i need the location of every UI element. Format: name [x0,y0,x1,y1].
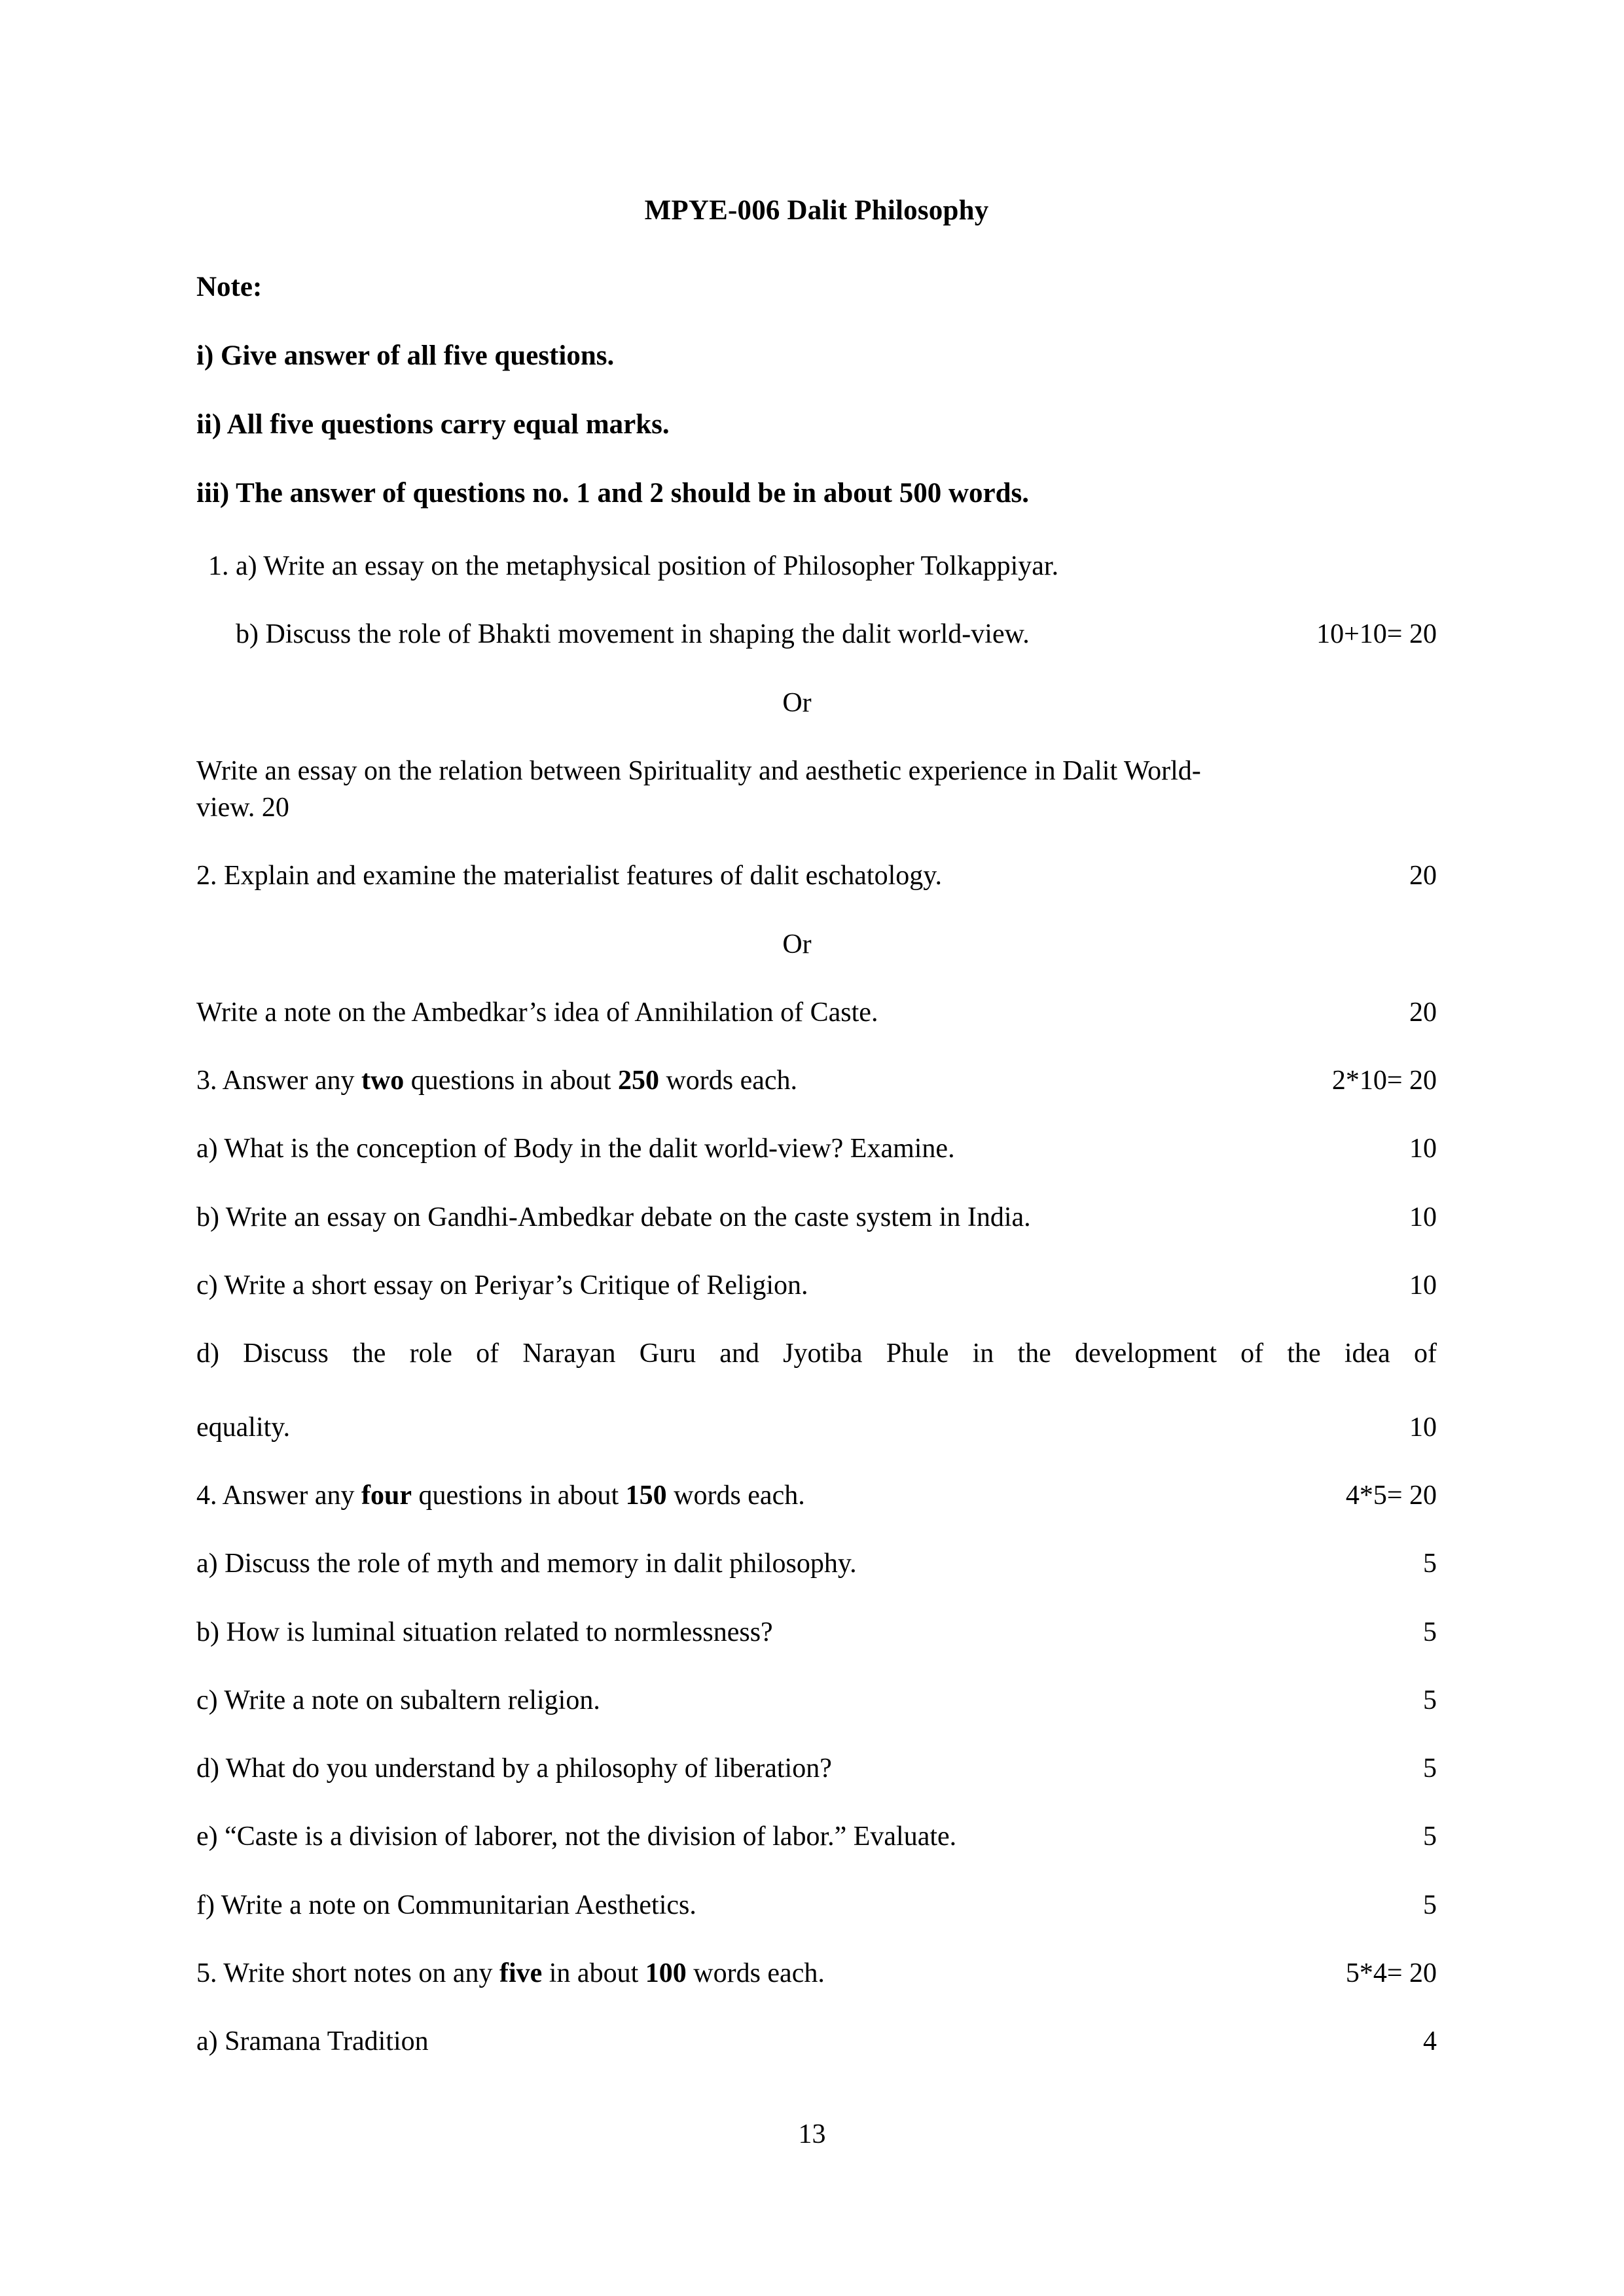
or-divider-1: Or [782,687,812,718]
question-3-marks: 2*10= 20 [1331,1066,1437,1096]
question-5-lead [196,1955,1437,1992]
question-1a-text: 1. a) Write an essay on the metaphysical position of Philosopher Tolkappiyar. [208,551,1059,581]
question-3-item-d-line-2 [196,1409,1437,1446]
question-3-lead [196,1062,1437,1099]
question-3-item-c [196,1267,1437,1304]
question-2-alternative-text: Write a note on the Ambedkar’s idea of Annihilation of Caste. [196,997,878,1028]
question-1b-marks: 10+10= 20 [1316,619,1437,650]
question-4-item-a [196,1545,1437,1582]
question-4-count: four [361,1480,412,1511]
question-2-alternative-marks: 20 [1409,997,1437,1028]
question-1-alternative-line-1: Write an essay on the relation between Spirituality and aesthetic experience in Dalit World- [196,755,1201,786]
question-4-item-a-text: a) Discuss the role of myth and memory in dalit philosophy. [196,1549,857,1579]
note-item-i: i) Give answer of all five questions. [196,340,615,371]
question-3-item-c-text: c) Write a short essay on Periyar’s Critique of Religion. [196,1270,808,1300]
question-5-lead-part-2: in about [542,1958,645,1988]
question-4-item-b-marks: 5 [1423,1617,1437,1647]
question-2-text: 2. Explain and examine the materialist features of dalit eschatology. [196,861,943,891]
question-4-item-f [196,1887,1437,1924]
question-3-lead-part-2: questions in about [404,1066,618,1096]
question-3-item-a [196,1130,1437,1167]
question-4-item-f-marks: 5 [1423,1890,1437,1920]
question-4-item-b [196,1614,1437,1651]
question-3-lead-part-3: words each. [659,1066,798,1096]
question-5-item-a [196,2023,1437,2060]
question-4-item-a-marks: 5 [1423,1549,1437,1579]
question-4-item-d [196,1750,1437,1787]
question-1-alternative [196,753,1437,827]
question-3-word-limit: 250 [617,1066,659,1096]
note-heading: Note: [196,272,262,302]
question-3-lead-part-1: 3. Answer any [196,1066,361,1096]
question-3-item-b-text: b) Write an essay on Gandhi-Ambedkar debate on the caste system in India. [196,1202,1031,1232]
question-2-marks: 20 [1409,861,1437,891]
question-3-item-c-marks: 10 [1409,1270,1437,1300]
question-3-item-a-marks: 10 [1409,1134,1437,1164]
question-4-item-c-text: c) Write a note on subaltern religion. [196,1685,600,1715]
question-1b [196,616,1437,653]
page-title: MPYE-006 Dalit Philosophy [644,195,989,226]
page-number: 13 [798,2119,826,2149]
question-4-item-d-marks: 5 [1423,1753,1437,1784]
question-1-alternative-line-2: view. 20 [196,793,289,823]
question-5-marks: 5*4= 20 [1345,1958,1437,1988]
note-item-ii: ii) All five questions carry equal marks. [196,409,670,440]
question-5-word-limit: 100 [645,1958,687,1988]
question-2-alternative [196,994,1437,1031]
question-5-item-a-marks: 4 [1423,2026,1437,2057]
question-4-word-limit: 150 [625,1480,667,1511]
question-5-lead-part-1: 5. Write short notes on any [196,1958,499,1988]
question-3-item-a-text: a) What is the conception of Body in the dalit world-view? Examine. [196,1134,955,1164]
note-item-iii: iii) The answer of questions no. 1 and 2 should be in about 500 words. [196,478,1030,509]
question-4-item-e [196,1818,1437,1855]
or-divider-2: Or [782,929,812,960]
question-4-marks: 4*5= 20 [1345,1480,1437,1511]
question-4-item-e-text: e) “Caste is a division of laborer, not the division of labor.” Evaluate. [196,1821,957,1852]
question-3-count: two [361,1066,405,1096]
question-4-item-d-text: d) What do you understand by a philosophy of liberation? [196,1753,832,1784]
question-4-lead-part-1: 4. Answer any [196,1480,361,1511]
question-3-item-b [196,1199,1437,1236]
question-5-lead-part-3: words each. [686,1958,825,1988]
question-3-item-d-marks: 10 [1409,1412,1437,1443]
question-4-lead-part-3: words each. [666,1480,805,1511]
question-4-lead [196,1477,1437,1514]
question-4-item-f-text: f) Write a note on Communitarian Aesthetics. [196,1890,696,1920]
question-3-item-b-marks: 10 [1409,1202,1437,1232]
question-4-item-c [196,1682,1437,1719]
question-1b-text: b) Discuss the role of Bhakti movement in shaping the dalit world-view. [236,619,1030,650]
question-4-item-c-marks: 5 [1423,1685,1437,1715]
question-5-item-a-text: a) Sramana Tradition [196,2026,429,2057]
question-5-count: five [499,1958,543,1988]
question-3-item-d-line-2-text: equality. [196,1412,291,1443]
question-3-item-d-line-1: d) Discuss the role of Narayan Guru and Jyotiba Phule in the development of the idea of [196,1338,1437,1369]
question-2 [196,857,1437,894]
question-4-item-b-text: b) How is luminal situation related to normlessness? [196,1617,773,1647]
question-3-item-d [196,1335,1437,1446]
question-1a [196,548,1437,584]
question-4-item-e-marks: 5 [1423,1821,1437,1852]
question-4-lead-part-2: questions in about [411,1480,626,1511]
